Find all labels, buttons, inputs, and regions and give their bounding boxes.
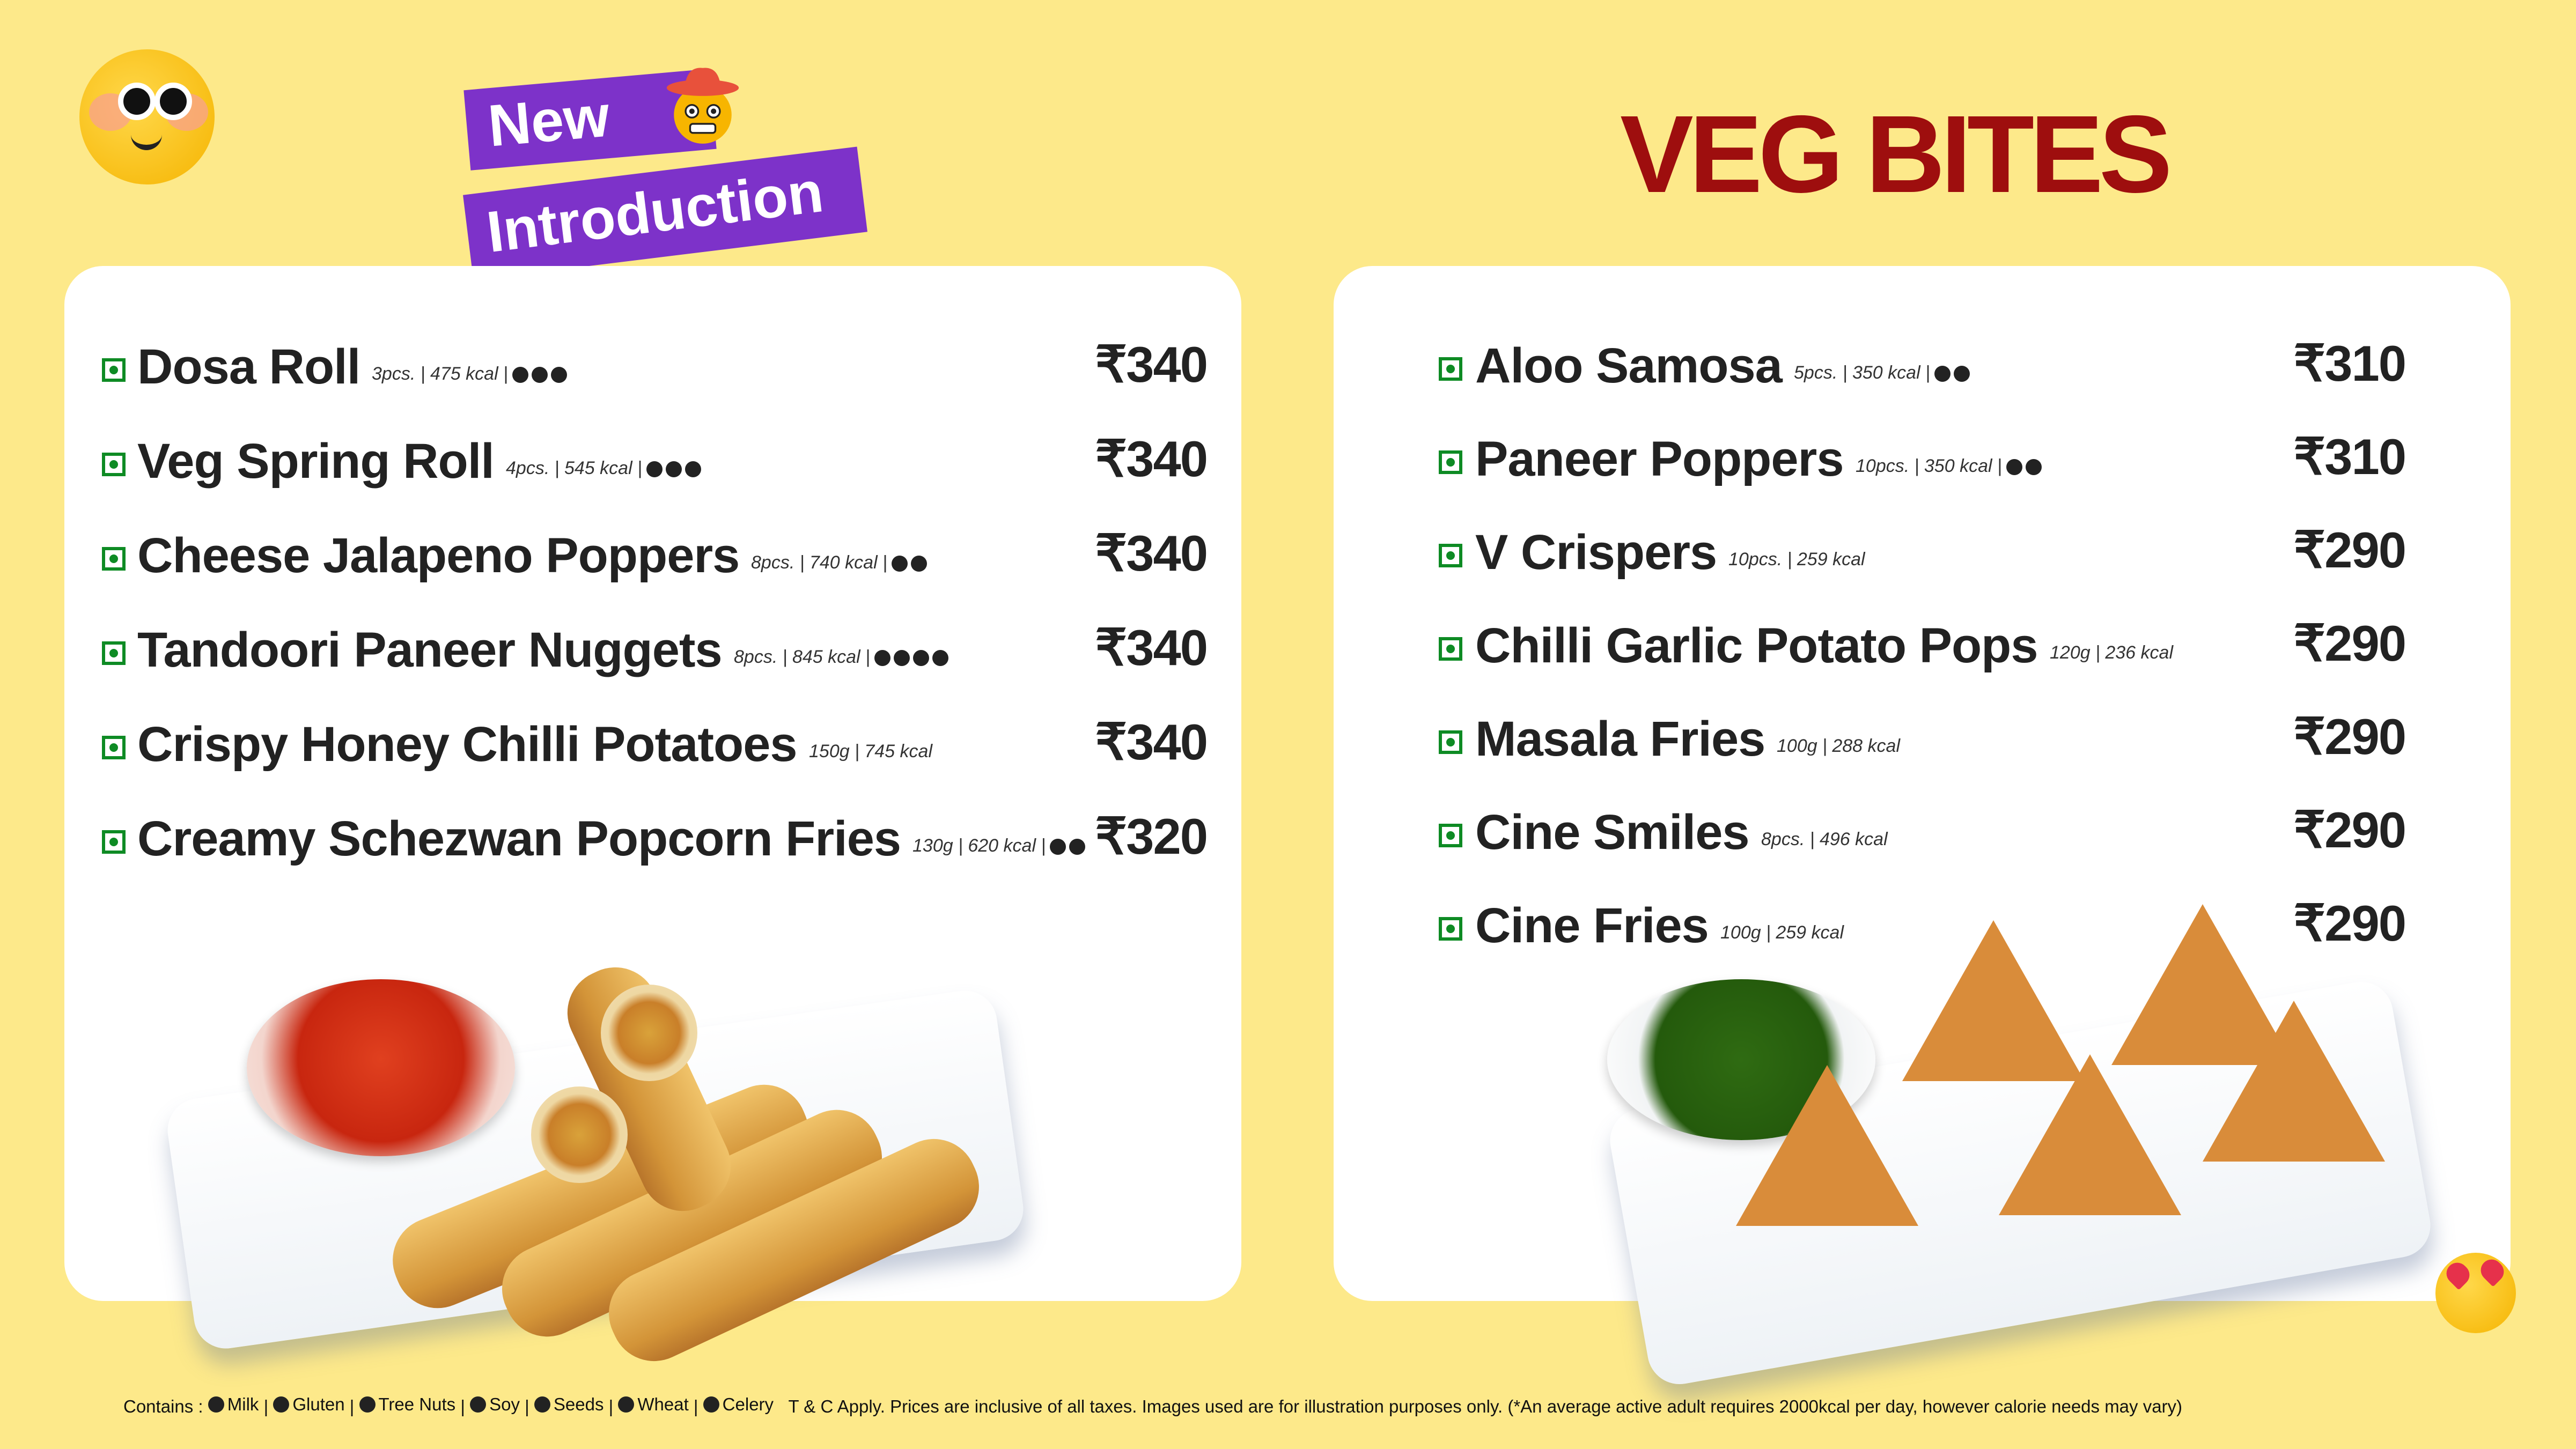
item-meta-text: 4pcs. | 545 kcal |	[506, 458, 642, 478]
veg-mark-icon	[102, 641, 126, 665]
menu-item	[64, 336, 1241, 411]
item-price: ₹310	[2293, 428, 2405, 485]
item-meta	[809, 741, 932, 762]
milk-icon	[1050, 839, 1066, 855]
veg-mark-icon	[102, 453, 126, 476]
new-introduction-banner	[467, 75, 885, 268]
item-name: Paneer Poppers	[1475, 432, 1844, 486]
legend-item	[618, 1394, 688, 1415]
item-meta-text: 130g | 620 kcal |	[912, 836, 1046, 856]
item-meta	[1794, 363, 1970, 383]
item-meta	[1777, 736, 1900, 757]
item-name: Chilli Garlic Potato Pops	[1475, 618, 2038, 673]
menu-item	[1334, 615, 2511, 690]
contains-label: Contains :	[123, 1396, 203, 1416]
item-name: Veg Spring Roll	[137, 434, 494, 489]
legend-label: Milk	[227, 1394, 259, 1414]
legend-label: Seeds	[553, 1394, 604, 1414]
legend-item	[534, 1394, 604, 1415]
wheat-icon	[911, 556, 927, 572]
item-price: ₹340	[1095, 619, 1207, 676]
gluten-icon	[874, 650, 890, 666]
gluten-icon	[273, 1396, 289, 1413]
soy-icon	[470, 1396, 486, 1413]
banner-line-1: New	[485, 83, 613, 159]
item-meta	[1856, 456, 2042, 477]
veg-mark-icon	[102, 547, 126, 571]
veg-mark-icon	[1439, 917, 1462, 941]
tree-nuts-icon	[932, 650, 948, 666]
legend-label: Gluten	[292, 1394, 345, 1414]
menu-item	[1334, 335, 2511, 410]
item-name: V Crispers	[1475, 525, 1717, 580]
item-name: Creamy Schezwan Popcorn Fries	[137, 811, 901, 866]
menu-item	[1334, 708, 2511, 783]
footer	[123, 1394, 2182, 1417]
menu-item	[64, 713, 1241, 788]
item-price: ₹340	[1095, 525, 1207, 581]
item-price: ₹340	[1095, 431, 1207, 487]
menu-item	[1334, 521, 2511, 596]
menu-item	[64, 524, 1241, 600]
gluten-icon	[512, 367, 528, 383]
item-meta	[1728, 549, 1865, 570]
item-meta	[734, 647, 948, 668]
item-name: Cheese Jalapeno Poppers	[137, 528, 740, 583]
soy-icon	[913, 650, 929, 666]
item-name: Dosa Roll	[137, 339, 360, 394]
veg-mark-icon	[1439, 544, 1462, 567]
sunglasses-emoji-icon	[79, 49, 215, 184]
item-price: ₹340	[1095, 336, 1207, 393]
samosa-image	[1602, 904, 2439, 1333]
milk-icon	[208, 1396, 224, 1413]
item-meta	[372, 364, 567, 385]
menu-item	[64, 430, 1241, 505]
item-meta-text: 100g | 288 kcal	[1777, 736, 1900, 756]
wheat-icon	[2026, 459, 2042, 475]
item-meta	[506, 458, 701, 479]
celery-icon	[703, 1396, 719, 1413]
soy-icon	[685, 461, 701, 477]
item-price: ₹290	[2293, 522, 2405, 578]
item-name: Crispy Honey Chilli Potatoes	[137, 717, 797, 772]
veg-mark-icon	[1439, 824, 1462, 847]
section-title: VEG BITES	[1620, 93, 2168, 216]
item-meta	[751, 552, 927, 573]
item-price: ₹290	[2293, 708, 2405, 765]
wheat-icon	[618, 1396, 634, 1413]
wheat-icon	[1954, 366, 1970, 382]
menu-item	[64, 808, 1241, 883]
veg-mark-icon	[1439, 450, 1462, 474]
veg-mark-icon	[1439, 730, 1462, 754]
soy-icon	[532, 367, 548, 383]
allergen-legend: Milk | Gluten | Tree Nuts | Soy | Seeds | Wheat | Celery	[208, 1396, 774, 1416]
banner-line-2: Introduction	[483, 159, 827, 264]
seeds-icon	[666, 461, 682, 477]
tree-nuts-icon	[359, 1396, 376, 1413]
item-price: ₹310	[2293, 335, 2405, 391]
seeds-icon	[534, 1396, 550, 1413]
hearts-emoji-icon	[2435, 1253, 2516, 1333]
item-meta-text: 3pcs. | 475 kcal |	[372, 364, 508, 384]
legend-label: Tree Nuts	[378, 1394, 456, 1414]
item-name: Tandoori Paneer Nuggets	[137, 623, 722, 677]
item-name: Aloo Samosa	[1475, 338, 1782, 393]
veg-mark-icon	[102, 736, 126, 759]
item-meta-text: 8pcs. | 845 kcal |	[734, 647, 870, 667]
menu-card-right	[1334, 266, 2511, 1301]
item-name: Masala Fries	[1475, 712, 1765, 766]
legend-item	[208, 1394, 259, 1415]
veg-mark-icon	[1439, 637, 1462, 661]
milk-icon	[2006, 459, 2022, 475]
veg-mark-icon	[102, 358, 126, 382]
item-meta-text: 100g | 259 kcal	[1720, 922, 1844, 943]
item-meta-text: 8pcs. | 740 kcal |	[751, 552, 887, 573]
item-meta	[2050, 642, 2173, 663]
item-meta-text: 10pcs. | 350 kcal |	[1856, 456, 2002, 476]
legend-item	[359, 1394, 456, 1415]
legend-label: Celery	[722, 1394, 774, 1414]
menu-item	[1334, 428, 2511, 503]
gluten-icon	[646, 461, 663, 477]
disclaimer: T & C Apply. Prices are inclusive of all taxes. Images used are for illustration purposes only. (*An average active adult requires 2000kcal per day, however calorie needs may vary)	[788, 1396, 2183, 1416]
legend-item	[273, 1394, 344, 1415]
legend-item	[470, 1394, 520, 1415]
legend-label: Soy	[489, 1394, 520, 1414]
milk-icon	[894, 650, 910, 666]
item-meta-text: 8pcs. | 496 kcal	[1761, 829, 1888, 849]
item-meta-text: 5pcs. | 350 kcal |	[1794, 363, 1930, 383]
item-price: ₹290	[2293, 615, 2405, 671]
cowboy-emoji-icon	[658, 59, 748, 149]
item-price: ₹320	[1095, 808, 1207, 864]
item-meta-text: 150g | 745 kcal	[809, 741, 932, 762]
menu-card-left	[64, 266, 1241, 1301]
celery-icon	[1069, 839, 1085, 855]
spring-roll-image	[156, 947, 1068, 1322]
legend-item	[703, 1394, 774, 1415]
item-name: Cine Fries	[1475, 898, 1709, 953]
veg-mark-icon	[102, 830, 126, 854]
item-price: ₹290	[2293, 802, 2405, 858]
item-name: Cine Smiles	[1475, 805, 1749, 860]
item-price: ₹290	[2293, 895, 2405, 951]
item-meta-text: 10pcs. | 259 kcal	[1728, 549, 1865, 570]
menu-item	[64, 619, 1241, 694]
milk-icon	[892, 556, 908, 572]
legend-label: Wheat	[637, 1394, 689, 1414]
veg-mark-icon	[1439, 357, 1462, 381]
celery-icon	[551, 367, 567, 383]
milk-icon	[1934, 366, 1951, 382]
item-meta	[1761, 829, 1888, 850]
item-meta	[912, 836, 1085, 856]
menu-item	[1334, 801, 2511, 876]
item-price: ₹340	[1095, 714, 1207, 770]
item-meta-text: 120g | 236 kcal	[2050, 642, 2173, 663]
